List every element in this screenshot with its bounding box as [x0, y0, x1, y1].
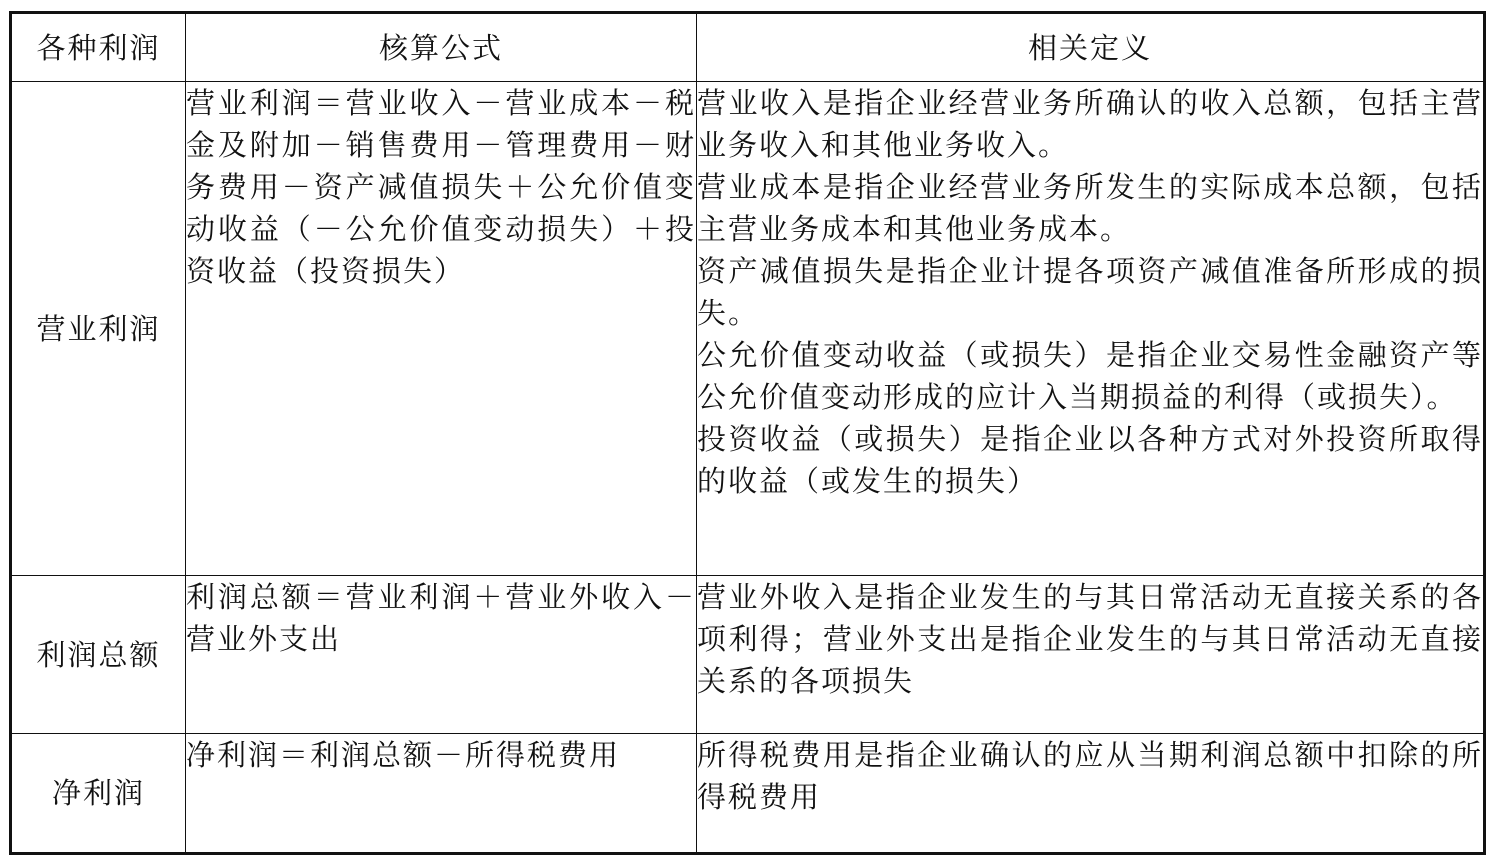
- definition-paragraph: 投资收益（或损失）是指企业以各种方式对外投资所取得的收益（或发生的损失）: [697, 422, 1483, 498]
- definition-paragraph: 公允价值变动收益（或损失）是指企业交易性金融资产等公允价值变动形成的应计入当期损益的利得（或损失）。: [697, 338, 1483, 414]
- definition-cell: [697, 734, 1485, 854]
- table-row: [11, 576, 1485, 734]
- definition-cell: [697, 576, 1485, 734]
- definition-paragraph: 营业外收入是指企业发生的与其日常活动无直接关系的各项利得；营业外支出是指企业发生的与其日常活动无直接关系的各项损失: [697, 580, 1483, 698]
- header-profit-type: 各种利润: [11, 13, 186, 82]
- definition-paragraph: 所得税费用是指企业确认的应从当期利润总额中扣除的所得税费用: [697, 738, 1483, 814]
- table-row: [11, 734, 1485, 854]
- header-row: [11, 13, 1485, 82]
- definition-paragraph: 营业收入是指企业经营业务所确认的收入总额，包括主营业务收入和其他业务收入。: [697, 86, 1483, 162]
- profit-table: [9, 11, 1486, 855]
- header-definition: 相关定义: [697, 13, 1485, 82]
- definition-paragraph: 营业成本是指企业经营业务所发生的实际成本总额，包括主营业务成本和其他业务成本。: [697, 170, 1483, 246]
- profit-name-cell: 利润总额: [11, 576, 186, 734]
- formula-cell: 利润总额＝营业利润＋营业外收入－营业外支出: [186, 576, 697, 734]
- table-row: [11, 82, 1485, 576]
- definition-paragraph: 资产减值损失是指企业计提各项资产减值准备所形成的损失。: [697, 254, 1483, 330]
- formula-cell: 营业利润＝营业收入－营业成本－税金及附加－销售费用－管理费用－财务费用－资产减值损失＋公允价值变动收益（－公允价值变动损失）＋投资收益（投资损失）: [186, 82, 697, 576]
- formula-cell: 净利润＝利润总额－所得税费用: [186, 734, 697, 854]
- profit-name-cell: 净利润: [11, 734, 186, 854]
- profit-name-cell: 营业利润: [11, 82, 186, 576]
- definition-cell: [697, 82, 1485, 576]
- header-formula: 核算公式: [186, 13, 697, 82]
